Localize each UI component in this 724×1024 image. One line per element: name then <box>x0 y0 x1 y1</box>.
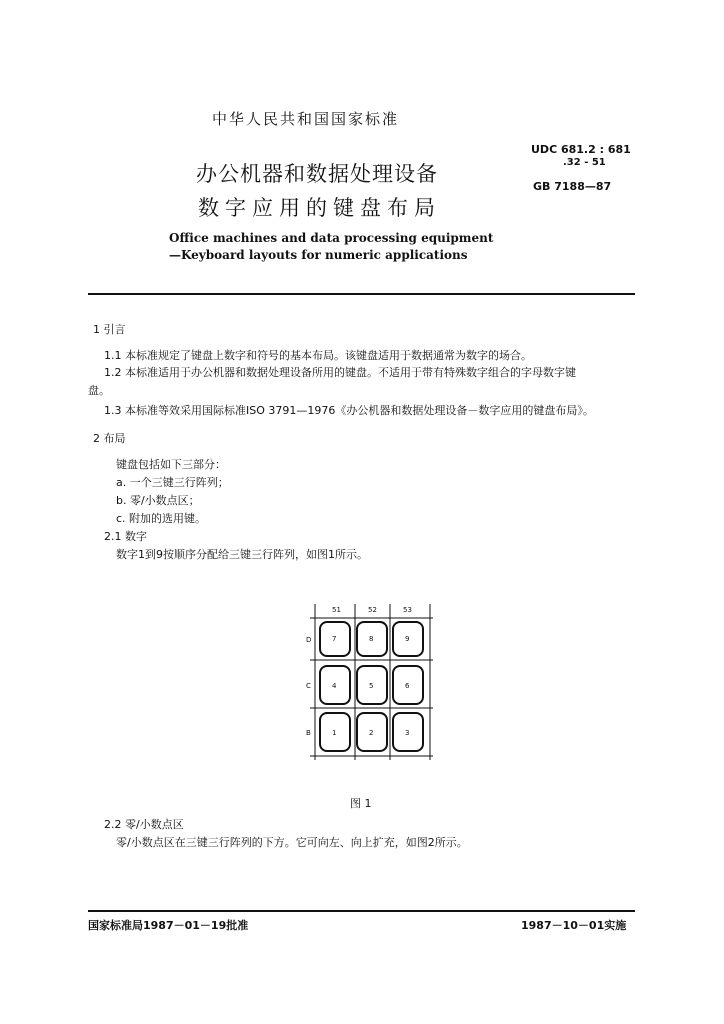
key-label-3: 3 <box>405 729 410 737</box>
title-en-line2: —Keyboard layouts for numeric applications <box>169 248 468 262</box>
clause-2-1-heading: 2.1 数字 <box>104 530 147 543</box>
section-2-heading: 2 布局 <box>93 432 126 445</box>
footer-effective: 1987－10－01实施 <box>521 919 627 932</box>
keyboard-diagram <box>300 600 450 770</box>
col-label-53: 53 <box>403 606 412 614</box>
udc-code-line1: UDC 681.2 : 681 <box>531 143 631 156</box>
key-label-1: 1 <box>332 729 337 737</box>
col-label-51: 51 <box>332 606 341 614</box>
section-2-item-b: b. 零/小数点区； <box>116 494 200 507</box>
title-en-line1: Office machines and data processing equipment <box>169 231 494 245</box>
clause-1-2-line2: 盘。 <box>88 384 110 397</box>
row-label-c: C <box>306 682 311 690</box>
col-label-52: 52 <box>368 606 377 614</box>
clause-2-2-text: 零/小数点区在三键三行阵列的下方。它可向左、向上扩充，如图2所示。 <box>116 836 468 849</box>
section-2-item-a: a. 一个三键三行阵列； <box>116 476 229 489</box>
footer-approval: 国家标准局1987－01－19批准 <box>88 919 249 932</box>
footer-rule <box>88 910 635 912</box>
clause-1-2-line1: 1.2 本标准适用于办公机器和数据处理设备所用的键盘。不适用于带有特殊数字组合的字母数字键 <box>104 366 576 379</box>
figure-1-keyboard <box>300 600 450 774</box>
key-label-8: 8 <box>369 635 374 643</box>
clause-1-1: 1.1 本标准规定了键盘上数字和符号的基本布局。该键盘适用于数据通常为数字的场合。 <box>104 349 532 362</box>
key-label-7: 7 <box>332 635 337 643</box>
title-cn-line1: 办公机器和数据处理设备 <box>196 162 438 186</box>
section-2-item-c: c. 附加的选用键。 <box>116 512 207 525</box>
clause-1-3: 1.3 本标准等效采用国际标准ISO 3791—1976《办公机器和数据处理设备－数字应用的键盘布局》。 <box>104 404 594 417</box>
figure-1-caption: 图 1 <box>350 797 372 810</box>
section-1-heading: 1 引言 <box>93 323 126 336</box>
clause-2-2-heading: 2.2 零/小数点区 <box>104 818 184 831</box>
header-rule <box>88 293 635 295</box>
udc-code-line2: .32 - 51 <box>563 157 606 168</box>
clause-2-1-text: 数字1到9按顺序分配给三键三行阵列，如图1所示。 <box>116 548 368 561</box>
standard-org: 中华人民共和国国家标准 <box>212 110 400 128</box>
section-2-intro: 键盘包括如下三部分： <box>116 458 226 471</box>
row-label-d: D <box>306 636 312 644</box>
title-cn-line2: 数字应用的键盘布局 <box>198 196 441 220</box>
key-label-9: 9 <box>405 635 410 643</box>
gb-code: GB 7188—87 <box>533 180 612 193</box>
key-label-4: 4 <box>332 682 337 690</box>
key-label-5: 5 <box>369 682 374 690</box>
key-label-2: 2 <box>369 729 374 737</box>
row-label-b: B <box>306 729 311 737</box>
key-label-6: 6 <box>405 682 410 690</box>
